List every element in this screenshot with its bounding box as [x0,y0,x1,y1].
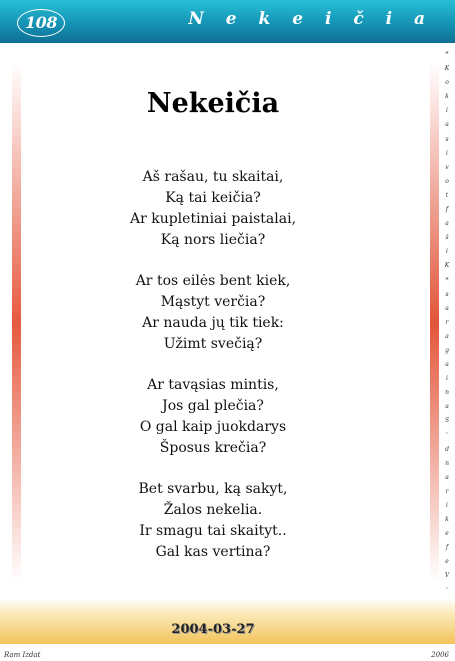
side-letter: t [445,191,449,199]
footer-band [0,598,455,644]
side-letter: K [444,262,450,270]
poem-date: 2004-03-27 [171,622,255,637]
side-letter: i [446,107,448,115]
side-letter: o [445,79,449,87]
side-letter: a [445,304,449,312]
side-letter: i [446,149,448,157]
stanza-4 [0,479,426,563]
side-letter: r [445,318,449,326]
poem-line: Užimt svečią? [163,336,263,352]
poem-line: Ar nauda jų tik tiek: [142,315,284,331]
side-letter: a [445,403,449,411]
poem-line: Ir smagu tai skaityt.. [139,523,287,539]
side-letter: k [445,516,449,524]
side-letter: r [445,487,449,495]
header-bar [0,0,455,43]
vertical-side-text [441,52,453,594]
side-letter: e [445,558,449,566]
poem-line: Jos gal plečia? [162,398,264,414]
side-letter: ' [446,586,448,594]
poem-line: Ką tai keičia? [165,190,261,206]
side-letter: S [444,417,450,425]
poem-line: Ką nors liečia? [160,232,266,248]
side-letter: k [445,93,449,101]
header-title: N e k e i č i a [188,9,433,29]
publisher-credit: Ram Izdat [4,651,41,659]
side-letter: a [445,220,449,228]
poem-line: Šposus krečia? [159,440,267,456]
poem-line: Ar kupletiniai paistalai, [129,211,297,227]
poem-line: Aš rašau, tu skaitai, [142,169,284,185]
side-letter: a [445,361,449,369]
stanza-1 [0,167,426,251]
side-letter: V [444,572,450,580]
side-letter: i [446,248,448,256]
side-letter: n [445,459,449,467]
side-letter: a [445,332,449,340]
poem-title: Nekeičia [146,88,280,119]
side-letter: o [445,177,449,185]
poem-line: Ar tavąsias mintis, [147,377,279,393]
right-decorative-stripe [430,62,439,582]
page-number-badge: 108 [17,9,65,37]
side-letter: e [445,530,449,538]
poem-line: Gal kas vertina? [155,544,271,560]
poem-line: O gal kaip juokdarys [139,419,287,435]
poem-body [0,167,426,583]
side-letter: ' [446,431,448,439]
side-letter: * [445,276,449,284]
side-letter: * [445,51,449,58]
side-letter: š [445,234,449,242]
stanza-3 [0,375,426,459]
poem-line: Žalos nekelia. [163,502,263,518]
side-letter: a [445,121,449,129]
side-letter: n [445,389,449,397]
side-letter: i [446,375,448,383]
poem-line: Mąstyt verčia? [160,294,266,310]
side-letter: a [445,473,449,481]
side-letter: v [445,163,449,171]
poem-line: Bet svarbu, ką sakyt, [138,481,288,497]
poem-line: Ar tos eilės bent kiek, [135,273,291,289]
side-letter: s [445,135,449,143]
side-letter: f [445,206,449,214]
side-letter: d [445,445,449,453]
side-letter: g [445,346,449,354]
side-letter: f [445,544,449,552]
stanza-2 [0,271,426,355]
year-label: 2006 [431,651,449,659]
side-letter: K [444,65,450,73]
side-letter: i [446,502,448,509]
side-letter: s [445,290,449,298]
